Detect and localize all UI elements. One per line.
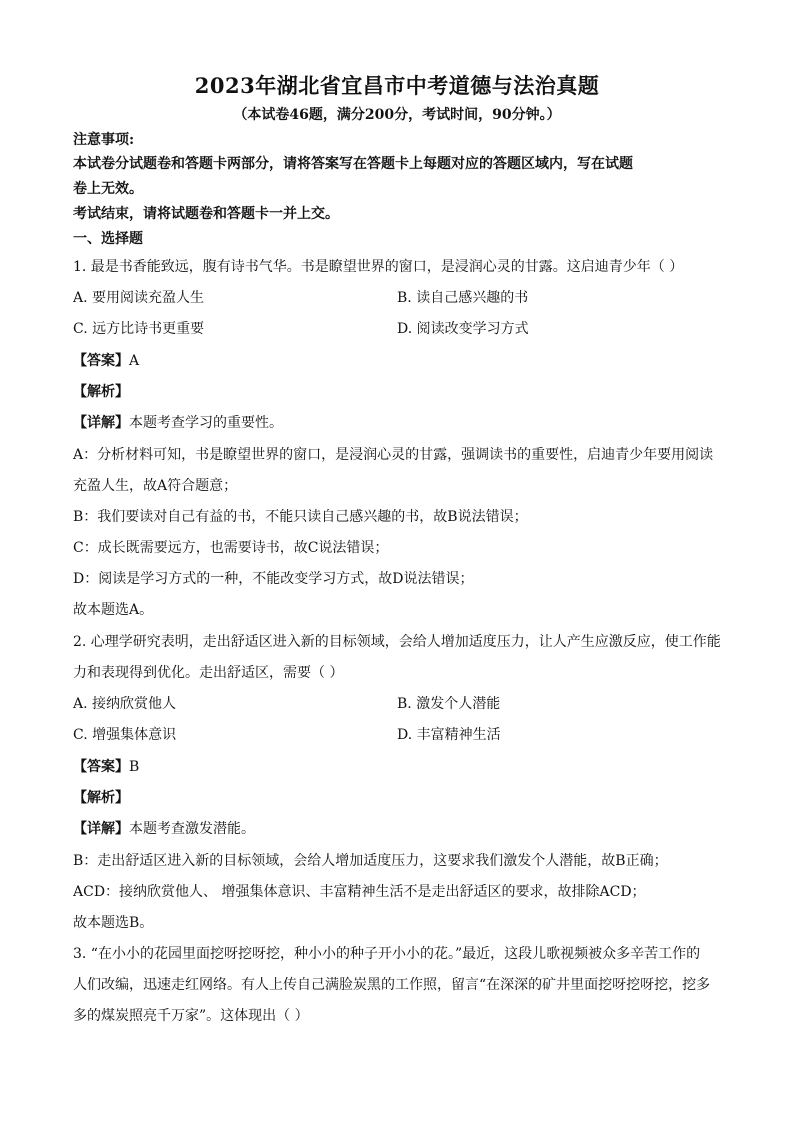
- q1-answer-value: A: [129, 353, 140, 369]
- q2-answer-value: B: [129, 759, 140, 775]
- q1-option-d: D. 阅读改变学习方式: [397, 321, 529, 337]
- q2-analysis-line-3: 故本题选B。: [73, 915, 154, 931]
- q1-option-a: A. 要用阅读充盈人生: [73, 290, 205, 306]
- q1-detail-text: 本题考查学习的重要性。: [129, 415, 283, 431]
- notice-line-1: 本试卷分试题卷和答题卡两部分，请将答案写在答题卡上每题对应的答题区域内，写在试题: [73, 156, 633, 172]
- q1-analysis-line-1: A：分析材料可知，书是瞭望世界的窗口，是浸润心灵的甘露，强调读书的重要性，启迪青少年要用阅读: [73, 447, 714, 463]
- q2-option-d: D. 丰富精神生活: [397, 727, 501, 743]
- q1-analysis-line-4: C：成长既需要远方，也需要诗书，故C说法错误；: [73, 540, 389, 556]
- q2-detail: [73, 820, 723, 838]
- section-heading: 一、选择题: [73, 231, 143, 247]
- q2-option-a: A. 接纳欣赏他人: [73, 696, 177, 712]
- notice-line-3: 考试结束，请将试题卷和答题卡一并上交。: [73, 206, 339, 222]
- q2-answer-label: 【答案】: [73, 759, 129, 775]
- q3-stem-line-1: 3. “在小小的花园里面挖呀挖呀挖，种小小的种子开小小的花。”最近，这段儿歌视频被众多辛苦工作的: [73, 946, 701, 962]
- q1-analysis-line-5: D：阅读是学习方式的一种，不能改变学习方式，故D说法错误；: [73, 571, 474, 587]
- notice-line-2: 卷上无效。: [73, 181, 143, 197]
- q1-option-b: B. 读自己感兴趣的书: [397, 290, 529, 306]
- q1-detail-label: 【详解】: [73, 415, 129, 431]
- page-subtitle: （本试卷46题，满分200分，考试时间，90分钟。）: [233, 107, 561, 123]
- q2-option-c: C. 增强集体意识: [73, 727, 177, 743]
- q1-answer-label: 【答案】: [73, 353, 129, 369]
- q2-analysis-label: 【解析】: [73, 790, 129, 806]
- q1-analysis-label: 【解析】: [73, 384, 129, 400]
- q3-stem-line-3: 多的煤炭照亮千万家”。这体现出（ ）: [73, 1008, 309, 1024]
- q1-detail: [73, 414, 723, 432]
- q2-stem-line-1: 2. 心理学研究表明，走出舒适区进入新的目标领域，会给人增加适度压力，让人产生应激反应，使工作能: [73, 634, 721, 650]
- q1-analysis-line-2: 充盈人生，故A符合题意；: [73, 478, 238, 494]
- notice-heading: 注意事项:: [73, 132, 135, 148]
- q2-analysis-line-2: ACD：接纳欣赏他人、 增强集体意识、丰富精神生活不是走出舒适区的要求，故排除ACD；: [73, 884, 646, 900]
- q3-stem-line-2: 人们改编，迅速走红网络。有人上传自己满脸炭黑的工作照，留言“在深深的矿井里面挖呀挖呀挖，挖多: [73, 977, 711, 993]
- q2-answer: [73, 758, 723, 776]
- q1-analysis-line-6: 故本题选A。: [73, 602, 154, 618]
- q1-option-c: C. 远方比诗书更重要: [73, 321, 205, 337]
- q1-stem: 1. 最是书香能致远，腹有诗书气华。书是瞭望世界的窗口，是浸润心灵的甘露。这启迪青少年（ ）: [73, 259, 684, 275]
- q2-stem-line-2: 力和表现得到优化。走出舒适区，需要（ ）: [73, 665, 344, 681]
- page-title: 2023年湖北省宜昌市中考道德与法治真题: [194, 73, 600, 98]
- q2-detail-text: 本题考查激发潜能。: [129, 821, 255, 837]
- q1-answer: [73, 352, 723, 370]
- q2-option-b: B. 激发个人潜能: [397, 696, 501, 712]
- q1-analysis-line-3: B：我们要读对自己有益的书，不能只读自己感兴趣的书，故B说法错误；: [73, 509, 528, 525]
- q2-detail-label: 【详解】: [73, 821, 129, 837]
- q2-analysis-line-1: B：走出舒适区进入新的目标领域，会给人增加适度压力，这要求我们激发个人潜能，故B正确；: [73, 853, 668, 869]
